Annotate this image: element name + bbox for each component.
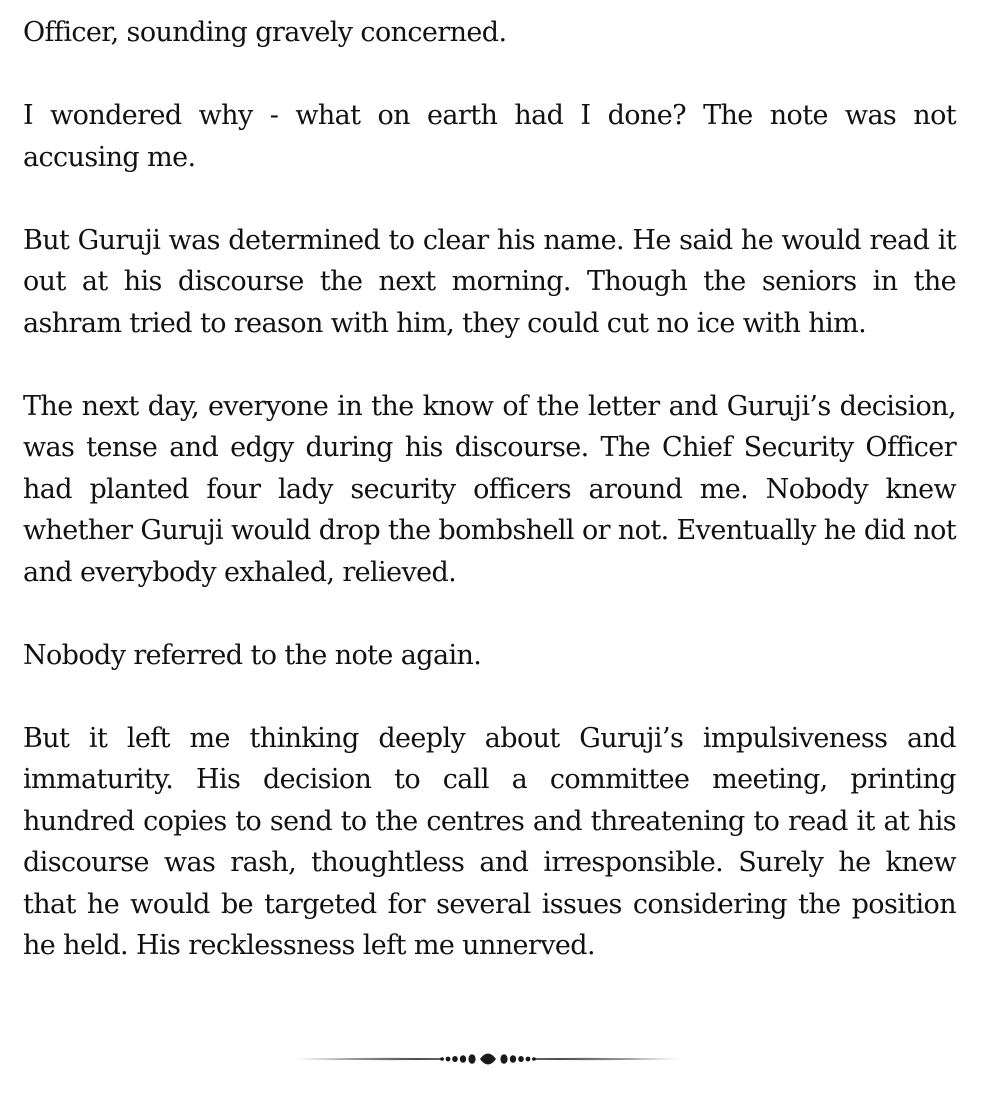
paragraph-5: Nobody referred to the note again. [23, 639, 482, 671]
paragraph-6: But it left me thinking deeply about Guruji’s impulsiveness and immaturity. His decision to call a committee meeting, printing hundred copies to send to the centres and threatening to read it at his discourse was rash, thoughtless and irresponsible. Surely he knew that he would be targeted for several issues considering the position he held. His recklessness left me unnerved. [23, 722, 956, 961]
document-body [23, 12, 956, 1008]
paragraph-3: But Guruji was determined to clear his name. He said he would read it out at his discourse the next morning. Though the seniors in the ashram tried to reason with him, they could cut no ice with him. [23, 224, 956, 339]
paragraph-1: Officer, sounding gravely concerned. [23, 17, 507, 48]
paragraph-4: The next day, everyone in the know of the letter and Guruji’s decision, was tense and edgy during his discourse. The Chief Security Officer had planted four lady security officers around me. Nobody knew whether Guruji would drop the bombshell or not. Eventually he did not and everybody exhaled, relieved. [23, 390, 956, 588]
section-divider-flourish-icon [290, 1044, 686, 1074]
paragraph-2: I wondered why - what on earth had I done? The note was not accusing me. [23, 100, 956, 173]
